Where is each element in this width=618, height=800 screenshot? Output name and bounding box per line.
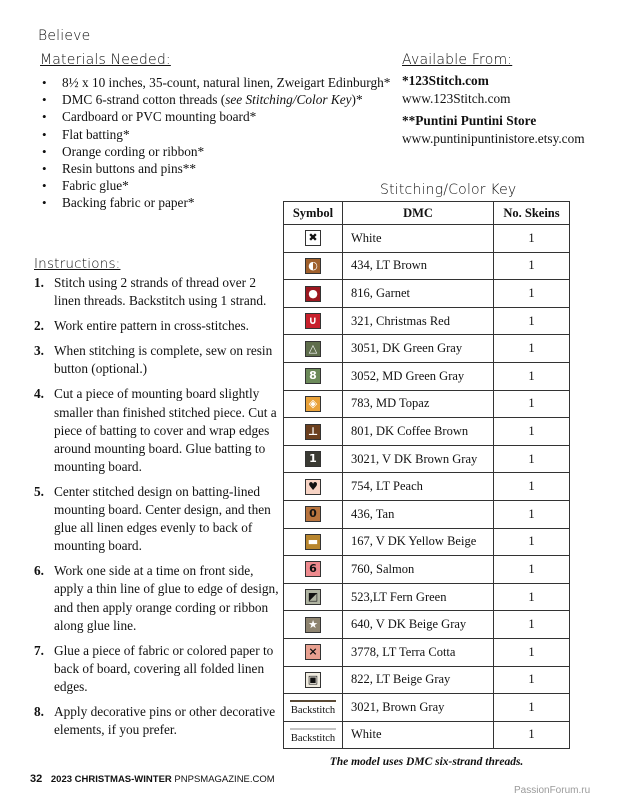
backstitch-line-icon [290,728,336,730]
step-text: Work entire pattern in cross-stitches. [54,318,249,334]
stitch-symbol-icon: ◩ [305,589,321,605]
symbol-cell [284,666,343,694]
step-number: 7. [34,642,44,658]
symbol-cell [284,611,343,639]
color-key-row [284,500,570,528]
skeins-cell: 1 [494,500,570,528]
symbol-cell [284,225,343,253]
dmc-cell: 3021, Brown Gray [343,694,494,722]
symbol-cell [284,307,343,335]
symbol-cell [284,500,343,528]
skeins-cell: 1 [494,307,570,335]
skeins-cell: 1 [494,280,570,308]
symbol-cell [284,694,343,722]
instructions-heading: Instructions: [34,256,121,272]
skeins-cell: 1 [494,611,570,639]
color-key-row [284,528,570,556]
dmc-cell: 321, Christmas Red [343,307,494,335]
dmc-cell: 3778, LT Terra Cotta [343,638,494,666]
instruction-step [34,342,284,378]
stitch-symbol-icon: ⊥ [305,424,321,440]
symbol-cell [284,362,343,390]
symbol-cell [284,721,343,749]
color-key-row [284,307,570,335]
step-number: 5. [34,483,44,499]
step-text: Apply decorative pins or other decorative elements, if you prefer. [54,703,276,738]
stitch-symbol-icon: 1 [305,451,321,467]
color-key-row [284,445,570,473]
stitch-symbol-icon: 8 [305,368,321,384]
skeins-cell: 1 [494,335,570,363]
dmc-cell: 3021, V DK Brown Gray [343,445,494,473]
materials-item: • Resin buttons and pins** [40,160,380,177]
materials-item: • Fabric glue* [40,177,380,194]
symbol-column-header: Symbol [284,202,343,225]
skeins-cell: 1 [494,473,570,501]
color-key-note: The model uses DMC six-strand threads. [329,756,524,768]
symbol-cell [284,583,343,611]
watermark: PassionForum.ru [514,785,591,796]
backstitch-symbol [290,697,336,716]
source-url[interactable]: www.123Stitch.com [402,91,511,106]
skeins-cell: 1 [494,528,570,556]
backstitch-label: Backstitch [290,732,336,744]
dmc-cell: 801, DK Coffee Brown [343,418,494,446]
stitch-symbol-icon: 6 [305,561,321,577]
stitch-symbol-icon: ◈ [305,396,321,412]
stitch-symbol-icon: ▬ [305,534,321,550]
skeins-cell: 1 [494,638,570,666]
instruction-step [34,562,284,634]
instruction-step [34,274,284,310]
site-name: PNPSMAGAZINE.COM [174,774,275,785]
symbol-cell [284,280,343,308]
step-number: 1. [34,275,44,290]
dmc-cell: 436, Tan [343,500,494,528]
step-number: 6. [34,563,44,579]
color-key-row [284,335,570,363]
stitch-symbol-icon: △ [305,341,321,357]
materials-item: • 8½ x 10 inches, 35-count, natural linen, Zweigart Edinburgh* [40,74,380,91]
backstitch-line-icon [290,700,336,702]
step-text: Center stitched design on batting-lined mounting board. Center design, and then glue all linen edges evenly to back of mounting board. [54,483,271,554]
source-url[interactable]: www.puntinipuntinistore.etsy.com [402,131,585,146]
color-key-title: Stitching/Color Key [380,182,517,198]
stitch-symbol-icon: ▣ [305,672,321,688]
page-number: 32 [30,773,43,785]
color-key-row [284,556,570,584]
instruction-step [34,483,284,555]
source-name: **Puntini Puntini Store [402,113,537,128]
stitch-symbol-icon: ★ [305,617,321,633]
dmc-cell: 3052, MD Green Gray [343,362,494,390]
color-key-row [284,390,570,418]
step-text: Stitch using 2 strands of thread over 2 linen threads. Backstitch using 1 strand. [54,275,267,309]
dmc-cell: 434, LT Brown [343,252,494,280]
color-key-body [284,225,570,749]
color-key-row [284,252,570,280]
color-key-row [284,583,570,611]
step-text: Work one side at a time on front side, apply a thin line of glue to edge of design, and then apply orange cording or ribbon along glue line. [54,563,279,633]
step-number: 4. [34,386,44,402]
materials-item: • Flat batting* [40,126,380,143]
dmc-cell: 3051, DK Green Gray [343,335,494,363]
color-key-header-row [284,202,570,225]
materials-item: • DMC 6-strand cotton threads (see Stitching/Color Key)* [40,91,380,108]
stitch-symbol-icon: 0 [305,506,321,522]
dmc-cell: 760, Salmon [343,556,494,584]
page-footer [30,773,275,785]
skeins-cell: 1 [494,252,570,280]
instruction-step [34,703,284,739]
skeins-column-header: No. Skeins [494,202,570,225]
skeins-cell: 1 [494,225,570,253]
stitch-symbol-icon: ⨯ [305,644,321,660]
step-number: 2. [34,318,44,334]
dmc-cell: 640, V DK Beige Gray [343,611,494,639]
stitch-symbol-icon: ♥ [305,479,321,495]
color-key-row [284,418,570,446]
available-from-heading: Available From: [402,52,513,68]
symbol-cell [284,390,343,418]
page-title: Believe [38,28,91,44]
dmc-cell: White [343,225,494,253]
instructions-list [34,274,284,746]
dmc-cell: 523,LT Fern Green [343,583,494,611]
backstitch-symbol [290,725,336,744]
dmc-cell: 754, LT Peach [343,473,494,501]
color-key-row [284,473,570,501]
instruction-step [34,642,284,696]
stitch-symbol-icon: ∪ [305,313,321,329]
skeins-cell: 1 [494,445,570,473]
dmc-column-header: DMC [343,202,494,225]
color-key-row [284,362,570,390]
color-key-row [284,611,570,639]
symbol-cell [284,473,343,501]
symbol-cell [284,638,343,666]
color-key-table [283,201,570,749]
materials-list [40,74,391,212]
color-key-row [284,694,570,722]
skeins-cell: 1 [494,556,570,584]
step-text: When stitching is complete, sew on resin button (optional.) [54,343,273,377]
skeins-cell: 1 [494,666,570,694]
dmc-cell: 816, Garnet [343,280,494,308]
stitch-symbol-icon: ◐ [305,258,321,274]
color-key-row [284,280,570,308]
materials-item: • Orange cording or ribbon* [40,143,380,160]
issue-label: 2023 CHRISTMAS-WINTER [50,774,172,785]
color-key-row [284,225,570,253]
stitch-symbol-icon: ✖ [305,230,321,246]
instruction-step [34,317,284,335]
color-key-row [284,721,570,749]
color-key-row [284,666,570,694]
instruction-step [34,385,284,475]
materials-heading: Materials Needed: [40,52,171,68]
materials-item: • Backing fabric or paper* [40,194,380,211]
materials-item: • Cardboard or PVC mounting board* [40,108,380,125]
skeins-cell: 1 [494,721,570,749]
dmc-cell: 822, LT Beige Gray [343,666,494,694]
symbol-cell [284,556,343,584]
symbol-cell [284,335,343,363]
dmc-cell: 783, MD Topaz [343,390,494,418]
step-text: Glue a piece of fabric or colored paper to back of board, covering all folded linen edges. [54,642,274,694]
symbol-cell [284,528,343,556]
symbol-cell [284,252,343,280]
symbol-cell [284,445,343,473]
color-key-row [284,638,570,666]
skeins-cell: 1 [494,390,570,418]
skeins-cell: 1 [494,583,570,611]
stitch-symbol-icon: ● [305,286,321,302]
skeins-cell: 1 [494,418,570,446]
step-text: Cut a piece of mounting board slightly smaller than finished stitched piece. Cut a piece of batting to cover and wrap edges around mounting board. Glue batting to mounting board. [54,386,277,474]
dmc-cell: White [343,721,494,749]
source-name: *123Stitch.com [402,73,489,88]
dmc-cell: 167, V DK Yellow Beige [343,528,494,556]
backstitch-label: Backstitch [290,705,336,717]
skeins-cell: 1 [494,362,570,390]
skeins-cell: 1 [494,694,570,722]
symbol-cell [284,418,343,446]
step-number: 8. [34,703,44,719]
step-number: 3. [34,343,44,359]
